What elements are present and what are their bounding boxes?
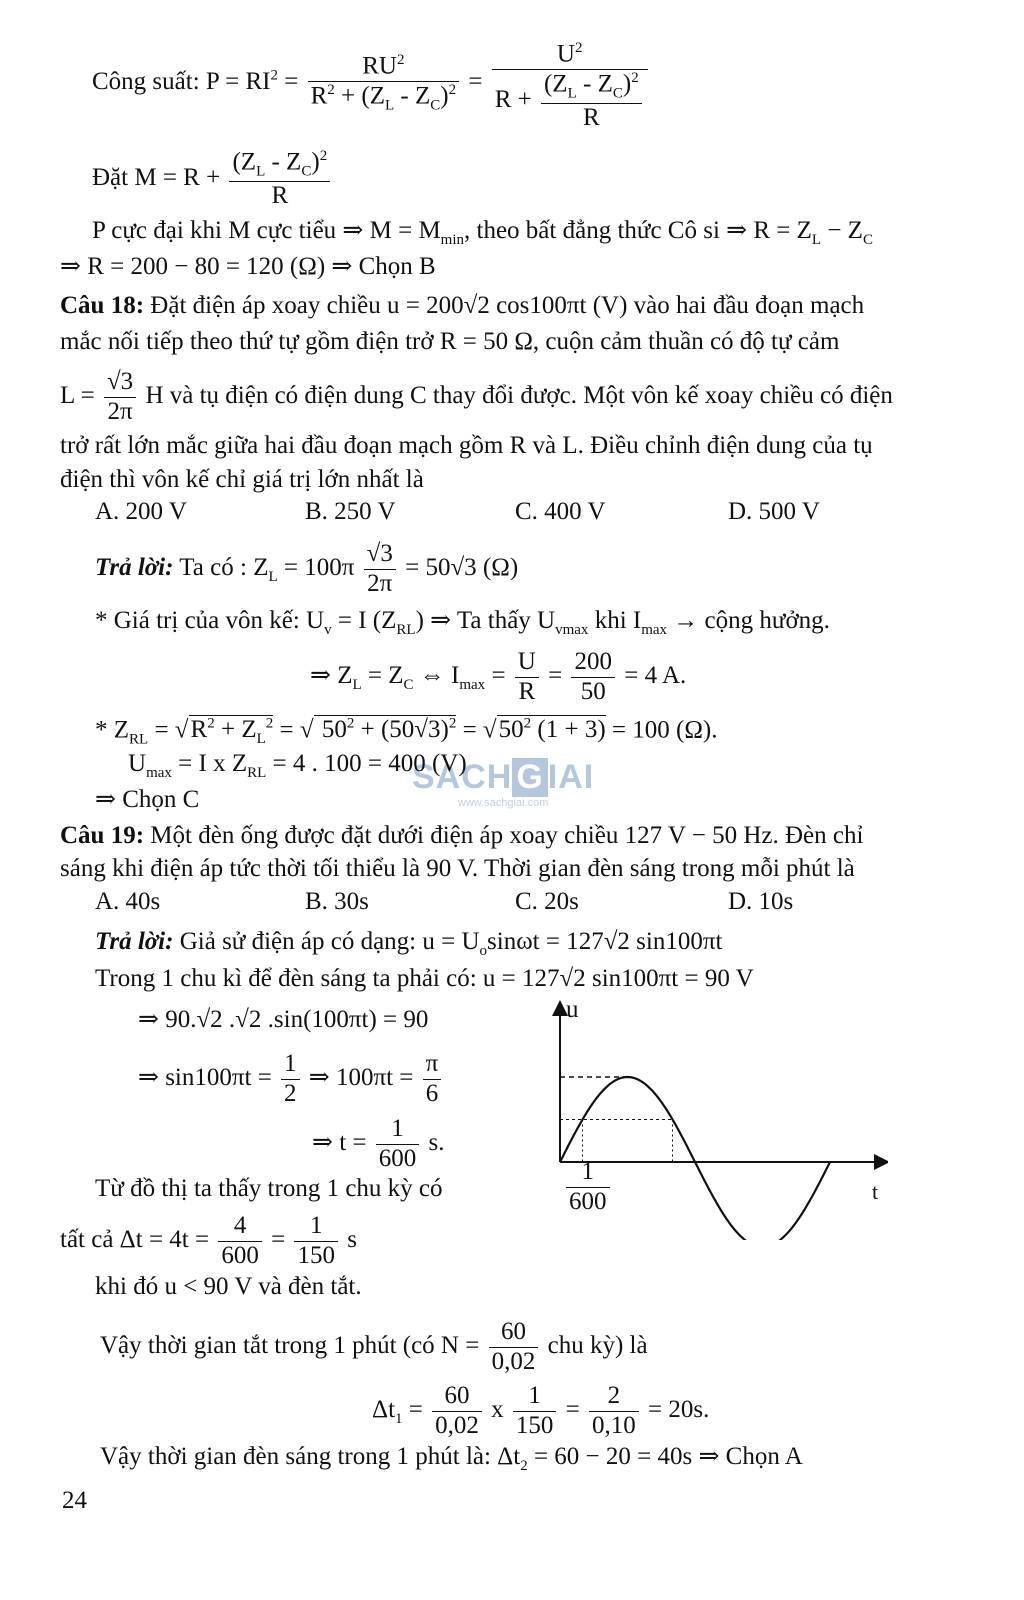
graph-u-label: u [566, 996, 579, 1023]
q19-cycle: Trong 1 chu kì để đèn sáng ta phải có: u = 127√2 sin100πt = 90 V [95, 965, 754, 992]
q19-step1: ⇒ 90.√2 .√2 .sin(100πt) = 90 [138, 1006, 429, 1033]
q18-option-d: D. 500 V [728, 498, 820, 525]
q18-umax: $U_{max} = I$ x $Z_{RL} = 4$ . 100 = 400 (V) [128, 750, 467, 781]
r-result: ⇒ R = 200 − 80 = 120 (Ω) ⇒ Chọn B [60, 253, 436, 280]
q19-final: Vậy thời gian đèn sáng trong 1 phút là: $\Delta t_2 = 60 - 20 = 40s$ ⇒ Chọn A [100, 1443, 803, 1474]
q18-zrl: * $Z_{RL} = √R^2 + Z_L^2$ = √ $50^2 + (50√3)^2 = √50^2$ (1 + 3) = 100 (Ω). [95, 716, 718, 748]
q18-line4: trở rất lớn mắc giữa hai đầu đoạn mạch gồm R và L. Điều chỉnh điện dung của tụ [60, 432, 873, 459]
q19-option-c: C. 20s [515, 888, 579, 915]
q18-option-b: B. 250 V [305, 498, 396, 525]
q19-graph-text3: khi đó u < 90 V và đèn tắt. [95, 1273, 362, 1300]
define-m: Đặt M = R + $\frac{(Z_L - Z_C)^2}{R}$ [92, 148, 333, 210]
q19-answer: Trả lời: Giả sử điện áp có dạng: $u = U_o\sin\omega t = 127√2$ sin100πt [95, 928, 723, 959]
q19-line2: sáng khi điện áp tức thời tối thiểu là 90 V. Thời gian đèn sáng trong mỗi phút là [60, 855, 855, 882]
q19-graph-text1: Từ đồ thị ta thấy trong 1 chu kỳ có [95, 1175, 443, 1202]
graph-tick-label: $\frac{1}{600}$ [566, 1158, 610, 1217]
q18-line1: Câu 18: Đặt điện áp xoay chiều u = 200√2 cos100πt (V) vào hai đầu đoạn mạch [60, 292, 865, 319]
q18-choose: ⇒ Chọn C [95, 786, 200, 813]
q18-option-c: C. 400 V [515, 498, 606, 525]
q18-imax: ⇒ $Z_L = Z_C$ ⇔ $I_{max}$ = $\frac{U}{R}$ = $\frac{200}{50}$ = 4 A. [310, 648, 687, 705]
q18-option-a: A. 200 V [95, 498, 187, 525]
q19-off-time: Vậy thời gian tắt trong 1 phút (có N = $\frac{60}{0,02}$ chu kỳ) là [100, 1318, 648, 1375]
q19-option-a: A. 40s [95, 888, 161, 915]
watermark: SACH G IAI www.sachgiai.com [412, 758, 595, 809]
q19-step3: ⇒ t = $\frac{1}{600}$ s. [312, 1115, 445, 1172]
q19-dt1: $\Delta t_1$ = $\frac{60}{0,02}$ x $\frac{1}{150}$ = $\frac{2}{0,10}$ = 20s. [372, 1382, 710, 1439]
power-formula: Công suất: $P = RI^2$ = $\frac{RU^2}{R^2 + (Z_L - Z_C)^2}$ = $U^2$ R + $\frac{(Z_L - Z_C)^2}{R}$ [92, 40, 651, 132]
q18-answer: Trả lời: Ta có : $Z_L = 100\pi$ $\frac{√3}{2\pi}$ = 50√3 (Ω) [95, 540, 519, 597]
q19-option-d: D. 10s [728, 888, 794, 915]
q18-line5: điện thì vôn kế chỉ giá trị lớn nhất là [60, 466, 424, 493]
q18-line2: mắc nối tiếp theo thứ tự gồm điện trở R = 50 Ω, cuộn cảm thuần có độ tự cảm [60, 328, 840, 355]
q19-option-b: B. 30s [305, 888, 369, 915]
q19-line1: Câu 19: Một đèn ống được đặt dưới điện áp xoay chiều 127 V − 50 Hz. Đèn chỉ [60, 822, 864, 849]
page-number: 24 [62, 1487, 87, 1514]
watermark-url: www.sachgiai.com [457, 797, 549, 809]
p-max-line: P cực đại khi M cực tiểu ⇒ $M = M_{min}$, theo bất đẳng thức Cô si ⇒ $R = Z_L - Z_C$ [92, 217, 873, 248]
q19-step2: ⇒ sin100πt = $\frac{1}{2}$ ⇒ 100πt = $\frac{\pi}{6}$ [138, 1050, 444, 1109]
q18-voltmeter: * Giá trị của vôn kế: $U_v = I$ $(Z_{RL})$ ⇒ Ta thấy $U_{vmax}$ khi $I_{max}$ → cộng hưởng. [95, 607, 830, 638]
q18-line3: L = $\frac{√3}{2\pi}$ H và tụ điện có điện dung C thay đổi được. Một vôn kế xoay chiều có điện [60, 368, 893, 425]
q19-graph-text2: tất cả Δt = 4t = $\frac{4}{600}$ = $\frac{1}{150}$ s [60, 1212, 357, 1269]
graph-t-label: t [872, 1179, 879, 1204]
